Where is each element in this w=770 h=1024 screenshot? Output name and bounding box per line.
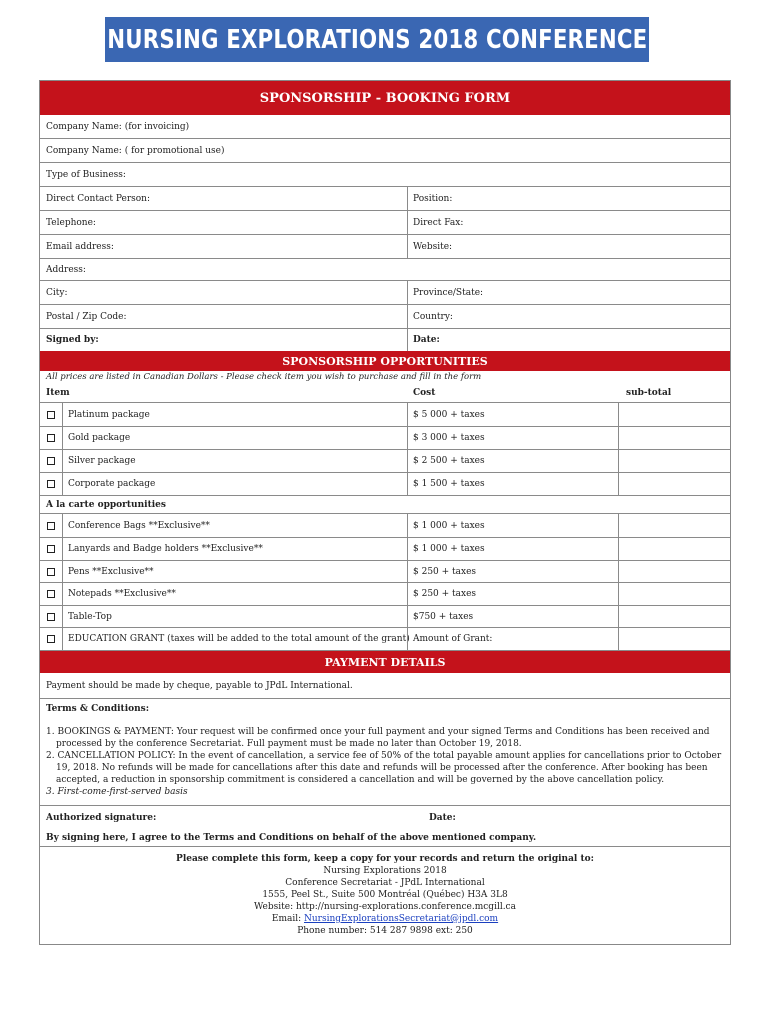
checkbox[interactable] — [47, 480, 55, 488]
item-name: Pens **Exclusive** — [68, 566, 154, 577]
email-label: Email address: — [46, 241, 114, 252]
return-line: Conference Secretariat - JPdL International — [285, 878, 485, 888]
fax-label: Direct Fax: — [413, 217, 464, 228]
subtotal-field[interactable] — [618, 403, 730, 426]
company-promo-row[interactable] — [40, 139, 730, 163]
item-name: Table-Top — [68, 611, 112, 622]
form-title: SPONSORSHIP - BOOKING FORM — [40, 81, 730, 115]
checkbox-cell[interactable] — [40, 450, 62, 472]
return-address — [40, 853, 730, 937]
authorized-date-label: Date: — [429, 812, 456, 823]
return-email-line — [40, 913, 730, 925]
payment-title: PAYMENT DETAILS — [40, 651, 730, 673]
checkbox-cell[interactable] — [40, 403, 62, 426]
payment-text: Payment should be made by cheque, payable to JPdL International. — [46, 680, 353, 691]
opportunity-row — [40, 561, 730, 583]
agree-row — [40, 829, 730, 847]
signed-row[interactable] — [40, 329, 730, 351]
item-name: Notepads **Exclusive** — [68, 589, 176, 599]
item-cost: $ 250 + taxes — [413, 566, 477, 577]
booking-form — [39, 80, 731, 945]
item-name: Corporate package — [68, 479, 156, 489]
authorized-row[interactable] — [40, 805, 730, 829]
return-line: Phone number: 514 287 9898 ext: 250 — [297, 926, 473, 936]
term-item: 2. CANCELLATION POLICY: In the event of cancellation, a service fee of 50% of the total payable amount applies for cancellations prior to October 19, 2018. No refunds will be made for cancellations after this date and refunds will be processed after the conference. After booking has been accepted, a reduction in sponsorship commitment is considered a cancellation and will be governed by the above cancellation policy. — [46, 751, 722, 785]
return-line: Nursing Explorations 2018 — [323, 866, 447, 876]
item-name: Platinum package — [68, 409, 150, 420]
price-note-text: All prices are listed in Canadian Dollars - Please check item you wish to purchase and fill in the form — [46, 372, 482, 382]
opportunity-row — [40, 450, 730, 473]
alacarte-header — [40, 496, 730, 514]
country-label: Country: — [413, 311, 453, 322]
conference-banner — [105, 17, 649, 62]
checkbox-cell[interactable] — [40, 561, 62, 582]
opportunity-row — [40, 583, 730, 606]
opportunity-row — [40, 606, 730, 628]
checkbox-cell[interactable] — [40, 473, 62, 495]
city-row[interactable] — [40, 281, 730, 305]
terms-list — [46, 726, 726, 798]
email-prefix: Email: — [271, 914, 305, 924]
checkbox[interactable] — [47, 457, 55, 465]
subtotal-field[interactable] — [618, 538, 730, 560]
checkbox-cell[interactable] — [40, 628, 62, 650]
province-label: Province/State: — [413, 287, 484, 298]
business-type-label: Type of Business: — [46, 169, 126, 180]
checkbox[interactable] — [47, 434, 55, 442]
subtotal-field[interactable] — [618, 561, 730, 582]
telephone-label: Telephone: — [46, 217, 96, 228]
checkbox-cell[interactable] — [40, 514, 62, 537]
checkbox-cell[interactable] — [40, 427, 62, 449]
email-link[interactable]: NursingExplorationsSecretariat@jpdl.com — [304, 914, 499, 924]
subtotal-field[interactable] — [618, 427, 730, 449]
company-promo-label: Company Name: ( for promotional use) — [46, 145, 225, 156]
checkbox[interactable] — [47, 613, 55, 621]
return-line: Website: http://nursing-explorations.conference.mcgill.ca — [254, 902, 516, 912]
item-cost: $ 3 000 + taxes — [413, 433, 485, 443]
signed-label: Signed by: — [46, 335, 99, 345]
banner-title: NURSING EXPLORATIONS 2018 CONFERENCE — [106, 24, 648, 55]
checkbox[interactable] — [47, 568, 55, 576]
checkbox-cell[interactable] — [40, 538, 62, 560]
term-item: 3. First-come-first-served basis — [46, 787, 188, 797]
postal-row[interactable] — [40, 305, 730, 329]
return-instruction: Please complete this form, keep a copy for your records and return the original to: — [176, 854, 594, 864]
telephone-row[interactable] — [40, 211, 730, 235]
cost-header: Cost — [413, 387, 436, 398]
postal-label: Postal / Zip Code: — [46, 311, 127, 322]
authorized-label: Authorized signature: — [46, 812, 157, 823]
contact-row[interactable] — [40, 187, 730, 211]
website-label: Website: — [413, 241, 453, 252]
subtotal-field[interactable] — [618, 583, 730, 605]
city-label: City: — [46, 287, 68, 298]
price-note — [40, 371, 730, 383]
checkbox[interactable] — [47, 635, 55, 643]
opportunity-row — [40, 538, 730, 561]
checkbox[interactable] — [47, 590, 55, 598]
item-cost: $ 1 000 + taxes — [413, 520, 485, 531]
item-cost: $750 + taxes — [413, 611, 474, 622]
terms-title: Terms & Conditions: — [46, 704, 150, 714]
return-line: 1555, Peel St., Suite 500 Montréal (Québec) H3A 3L8 — [262, 890, 508, 900]
payment-text-row — [40, 673, 730, 699]
subtotal-field[interactable] — [618, 628, 730, 650]
position-label: Position: — [413, 193, 453, 204]
terms-title-row — [40, 699, 730, 719]
item-cost: $ 250 + taxes — [413, 589, 477, 599]
subtotal-field[interactable] — [618, 450, 730, 472]
item-cost: $ 1 500 + taxes — [413, 479, 485, 489]
checkbox[interactable] — [47, 411, 55, 419]
signed-date-label: Date: — [413, 335, 440, 345]
subtotal-header: sub-total — [626, 387, 672, 398]
address-row[interactable] — [40, 259, 730, 281]
opportunity-row — [40, 628, 730, 651]
company-invoicing-row[interactable] — [40, 115, 730, 139]
opportunity-row — [40, 403, 730, 427]
address-label: Address: — [46, 264, 86, 275]
subtotal-field[interactable] — [618, 606, 730, 627]
checkbox[interactable] — [47, 545, 55, 553]
opportunity-row — [40, 514, 730, 538]
email-row[interactable] — [40, 235, 730, 259]
agree-text: By signing here, I agree to the Terms and Conditions on behalf of the above mentioned company. — [46, 832, 537, 843]
checkbox[interactable] — [47, 522, 55, 530]
term-item: 1. BOOKINGS & PAYMENT: Your request will be confirmed once your full payment and your signed Terms and Conditions has been received and processed by the conference Secretariat. Full payment must be made no later than October 19, 2018. — [46, 727, 710, 749]
checkbox-cell[interactable] — [40, 583, 62, 605]
item-name: Lanyards and Badge holders **Exclusive** — [68, 544, 263, 554]
opportunities-title: SPONSORSHIP OPPORTUNITIES — [40, 351, 730, 371]
item-name: Conference Bags **Exclusive** — [68, 520, 210, 531]
item-name: EDUCATION GRANT (taxes will be added to the total amount of the grant) — [68, 634, 410, 644]
item-name: Silver package — [68, 456, 136, 466]
opportunity-row — [40, 427, 730, 450]
business-type-row[interactable] — [40, 163, 730, 187]
item-header: Item — [46, 387, 70, 398]
item-cost: Amount of Grant: — [413, 634, 493, 644]
subtotal-field[interactable] — [618, 473, 730, 495]
opportunity-row — [40, 473, 730, 496]
checkbox-cell[interactable] — [40, 606, 62, 627]
item-cost: $ 5 000 + taxes — [413, 409, 485, 420]
item-cost: $ 1 000 + taxes — [413, 544, 485, 554]
items-header — [40, 383, 730, 403]
item-name: Gold package — [68, 433, 131, 443]
company-invoicing-label: Company Name: (for invoicing) — [46, 121, 190, 132]
alacarte-title: A la carte opportunities — [46, 499, 166, 510]
subtotal-field[interactable] — [618, 514, 730, 537]
contact-label: Direct Contact Person: — [46, 193, 150, 204]
item-cost: $ 2 500 + taxes — [413, 456, 485, 466]
